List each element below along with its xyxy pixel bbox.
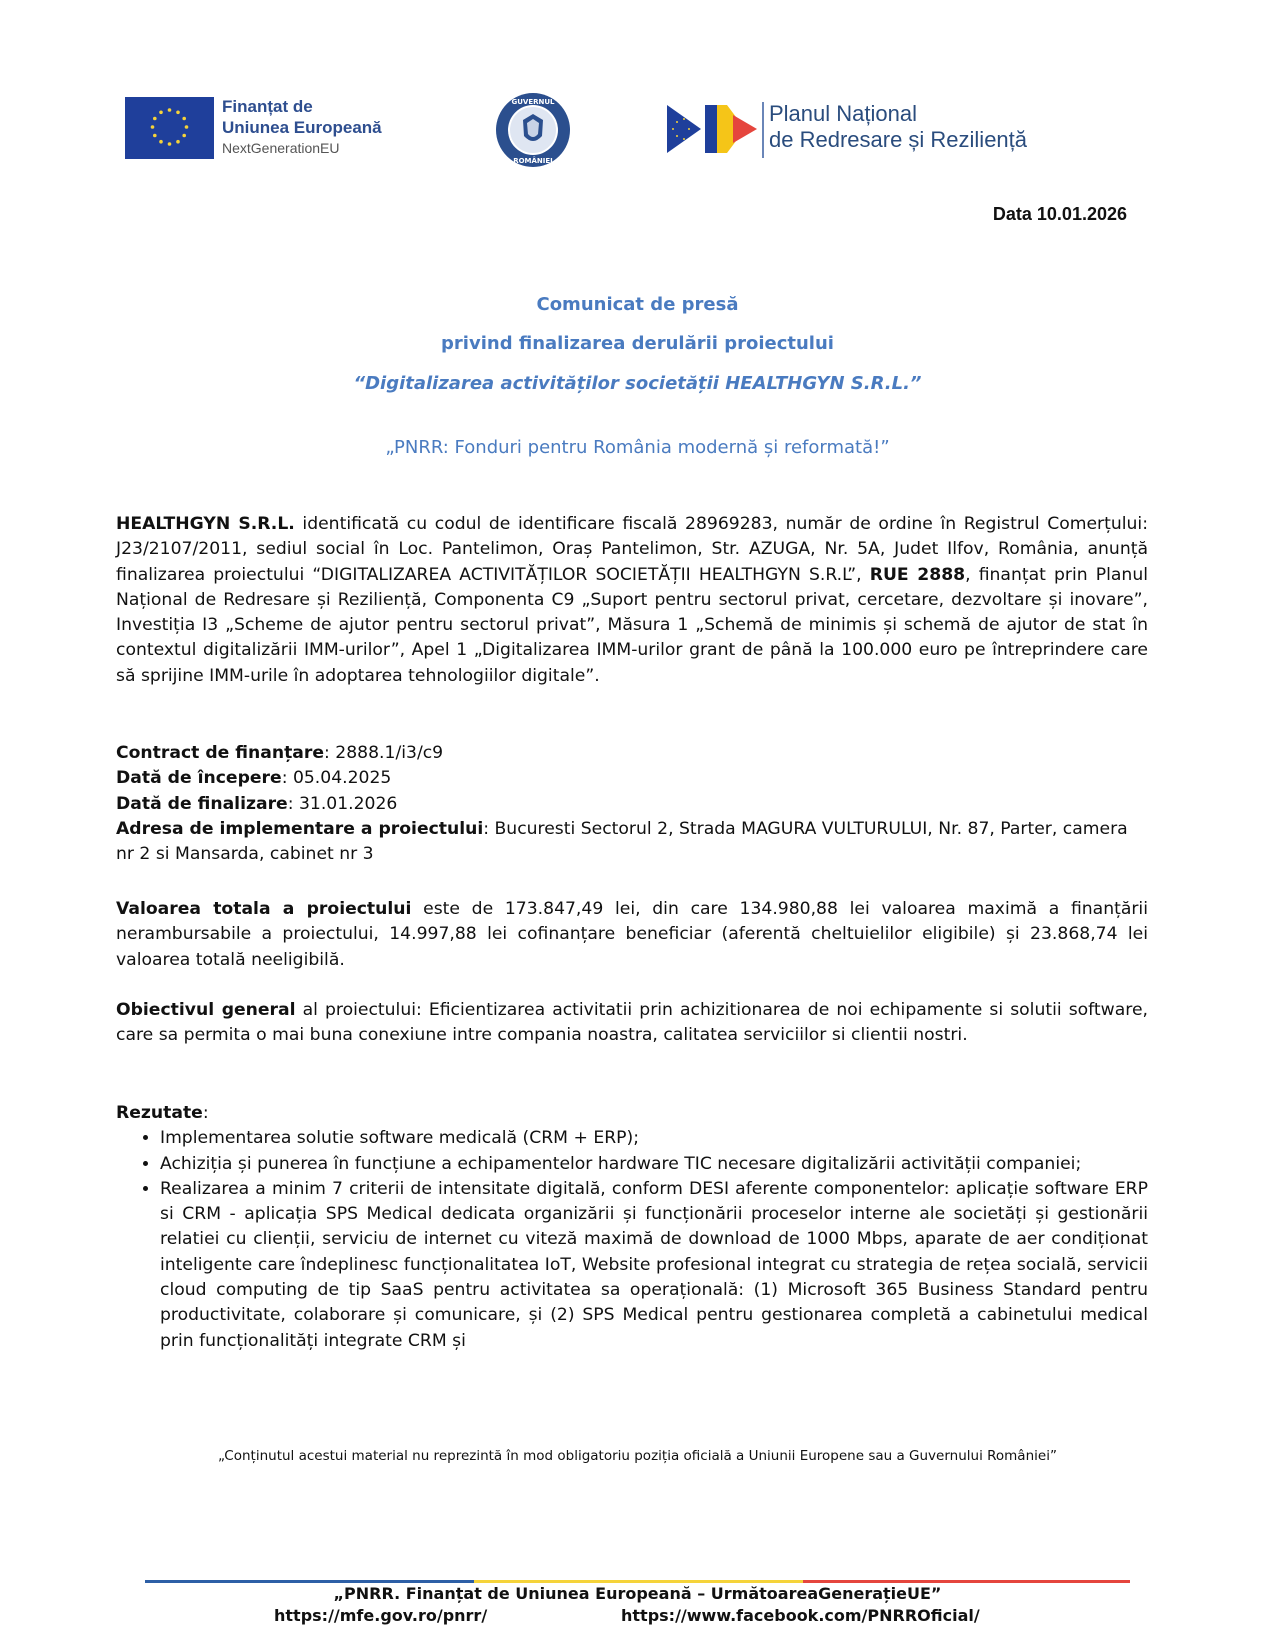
company-name: HEALTHGYN S.R.L.: [116, 514, 295, 534]
project-details: [116, 741, 1148, 867]
contract-value: : 2888.1/i3/c9: [324, 743, 444, 763]
objective-paragraph: [116, 998, 1148, 1049]
page-subtitle: privind finalizarea derulării proiectului: [441, 333, 834, 354]
intro-text-1: identificată cu codul de identificare fiscală 28969283, număr de ordine în Registrul Comerțului: J23/2107/2011, sediul social în Loc. Pantelimon, Oraș Pantelimon, Str. AZUGA, Nr. 5A, Judet Ilfov, România, anunță finalizarea proiectului “DIGITALIZAREA ACTIVITĂȚILOR SOCIETĂȚII HEALTHGYN S.R.L”,: [116, 514, 1148, 585]
end-date-value: : 31.01.2026: [287, 793, 398, 814]
facebook-link[interactable]: https://www.facebook.com/PNRROficial/: [621, 1606, 980, 1625]
footer-rule-blue: [145, 1580, 474, 1583]
start-date-row: [116, 766, 1148, 791]
svg-text:ROMÂNIEI: ROMÂNIEI: [513, 157, 553, 165]
objective-label: Obiectivul general: [116, 1000, 296, 1020]
results-section: [116, 1101, 1148, 1354]
results-label: Rezutate: [116, 1103, 203, 1123]
eu-logo-line2: Uniunea Europeană: [222, 118, 382, 137]
objective-text: al proiectului: Eficientizarea activitatii prin achizitionarea de noi echipamente si solutii software, care sa permita o mai buna conexiune intre compania noastra, calitatea serviciilor si clientii nostri.: [116, 1000, 1148, 1046]
project-name: “Digitalizarea activităților societății HEALTHGYN S.R.L.”: [353, 373, 922, 394]
eu-funding-logo-text: [222, 96, 382, 159]
value-label: Valoarea totala a proiectului: [116, 899, 412, 919]
document-date: Data 10.01.2026: [992, 204, 1127, 224]
rue-code: RUE 2888: [869, 564, 966, 585]
pnrr-logo-text: [769, 101, 1027, 153]
page-title: Comunicat de presă: [536, 294, 739, 315]
address-value: : Bucuresti Sectorul 2, Strada MAGURA VULTURULUI, Nr. 87, Parter, camera nr 2 si Mansarda, cabinet nr 3: [116, 818, 1128, 865]
list-item: • Achiziția și punerea în funcțiune a echipamentelor hardware TIC necesare digitalizării activității companiei;: [160, 1152, 1148, 1177]
contract-label: Contract de finanțare: [116, 743, 325, 763]
list-item: • Implementarea solutie software medicală (CRM + ERP);: [160, 1126, 1148, 1151]
pnrr-arrows-icon: [665, 103, 760, 155]
start-date-value: : 05.04.2025: [281, 768, 392, 789]
disclaimer: „Conținutul acestui material nu reprezintă în mod obligatoriu poziția oficială a Uniunii Europene sau a Guvernului României”: [218, 1448, 1057, 1464]
intro-paragraph: [116, 512, 1148, 689]
start-date-label: Dată de începere: [116, 768, 282, 789]
address-row: [116, 817, 1148, 868]
results-heading: [116, 1101, 1148, 1126]
value-text: este de 173.847,49 lei, din care 134.980,88 lei valoarea maximă a finanțării nerambursabile a proiectului, 14.997,88 lei cofinanțare beneficiar (aferentă cheltuielilor eligibile) și 23.868,74 lei valoarea totală neeligibilă.: [116, 899, 1148, 970]
footer-rule-red: [803, 1580, 1130, 1583]
pnrr-logo-line2: de Redresare și Reziliență: [769, 127, 1028, 152]
contract-row: [116, 741, 1148, 766]
address-label: Adresa de implementare a proiectului: [116, 818, 484, 839]
eu-logo-line3: NextGenerationEU: [222, 140, 340, 156]
results-colon: :: [202, 1103, 209, 1123]
results-list: [116, 1126, 1148, 1354]
pnrr-logo-divider: [762, 102, 764, 158]
end-date-label: Dată de finalizare: [116, 793, 288, 814]
footer-tagline: „PNRR. Finanțat de Uniunea Europeană – UrmătoareaGenerațieUE”: [333, 1584, 942, 1603]
svg-text:GUVERNUL: GUVERNUL: [511, 98, 555, 106]
end-date-row: [116, 792, 1148, 817]
project-value-paragraph: [116, 897, 1148, 973]
list-item: • Realizarea a minim 7 criterii de intensitate digitală, conform DESI aferente componentelor: aplicație software ERP si CRM - aplicația SPS Medical dedicata organizării și funcționării proceselor interne ale societăți și gestionării relatiei cu clienții, serviciu de internet cu viteză maximă de download de 1000 Mbps, aparate de aer condiționat inteligente care îndeplinesc funcționalitatea IoT, Website profesional integrat cu strategia de rețea socială, servicii cloud computing de tip SaaS pentru activitatea sa operațională: (1) Microsoft 365 Business Standard pentru productivitate, colaborare și comunicare, și (2) SPS Medical pentru gestionarea completă a cabinetului medical prin funcționalități integrate CRM și: [160, 1177, 1148, 1354]
pnrr-logo-line1: Planul Național: [769, 101, 917, 126]
mfe-link[interactable]: https://mfe.gov.ro/pnrr/: [274, 1606, 488, 1625]
slogan: „PNRR: Fonduri pentru România modernă și reformată!”: [385, 437, 890, 458]
intro-text-2: , finanțat prin Planul Național de Redresare și Reziliență, Componenta C9 „Suport pentru sectorul privat, cercetare, dezvoltare și inovare”, Investiția I3 „Scheme de ajutor pentru sectorul privat”, Măsura 1 „Schemă de minimis și schemă de ajutor de stat în contextul digitalizării IMM-urilor”, Apel 1 „Digitalizarea IMM-urilor grant de până la 100.000 euro pe întreprindere care să sprijine IMM-urile în adoptarea tehnologiilor digitale”.: [116, 564, 1148, 686]
guvernul-romaniei-seal-icon: [495, 92, 571, 168]
footer-rule-yellow: [474, 1580, 803, 1583]
eu-logo-line1: Finanțat de: [222, 97, 313, 116]
eu-flag-icon: [125, 97, 214, 159]
